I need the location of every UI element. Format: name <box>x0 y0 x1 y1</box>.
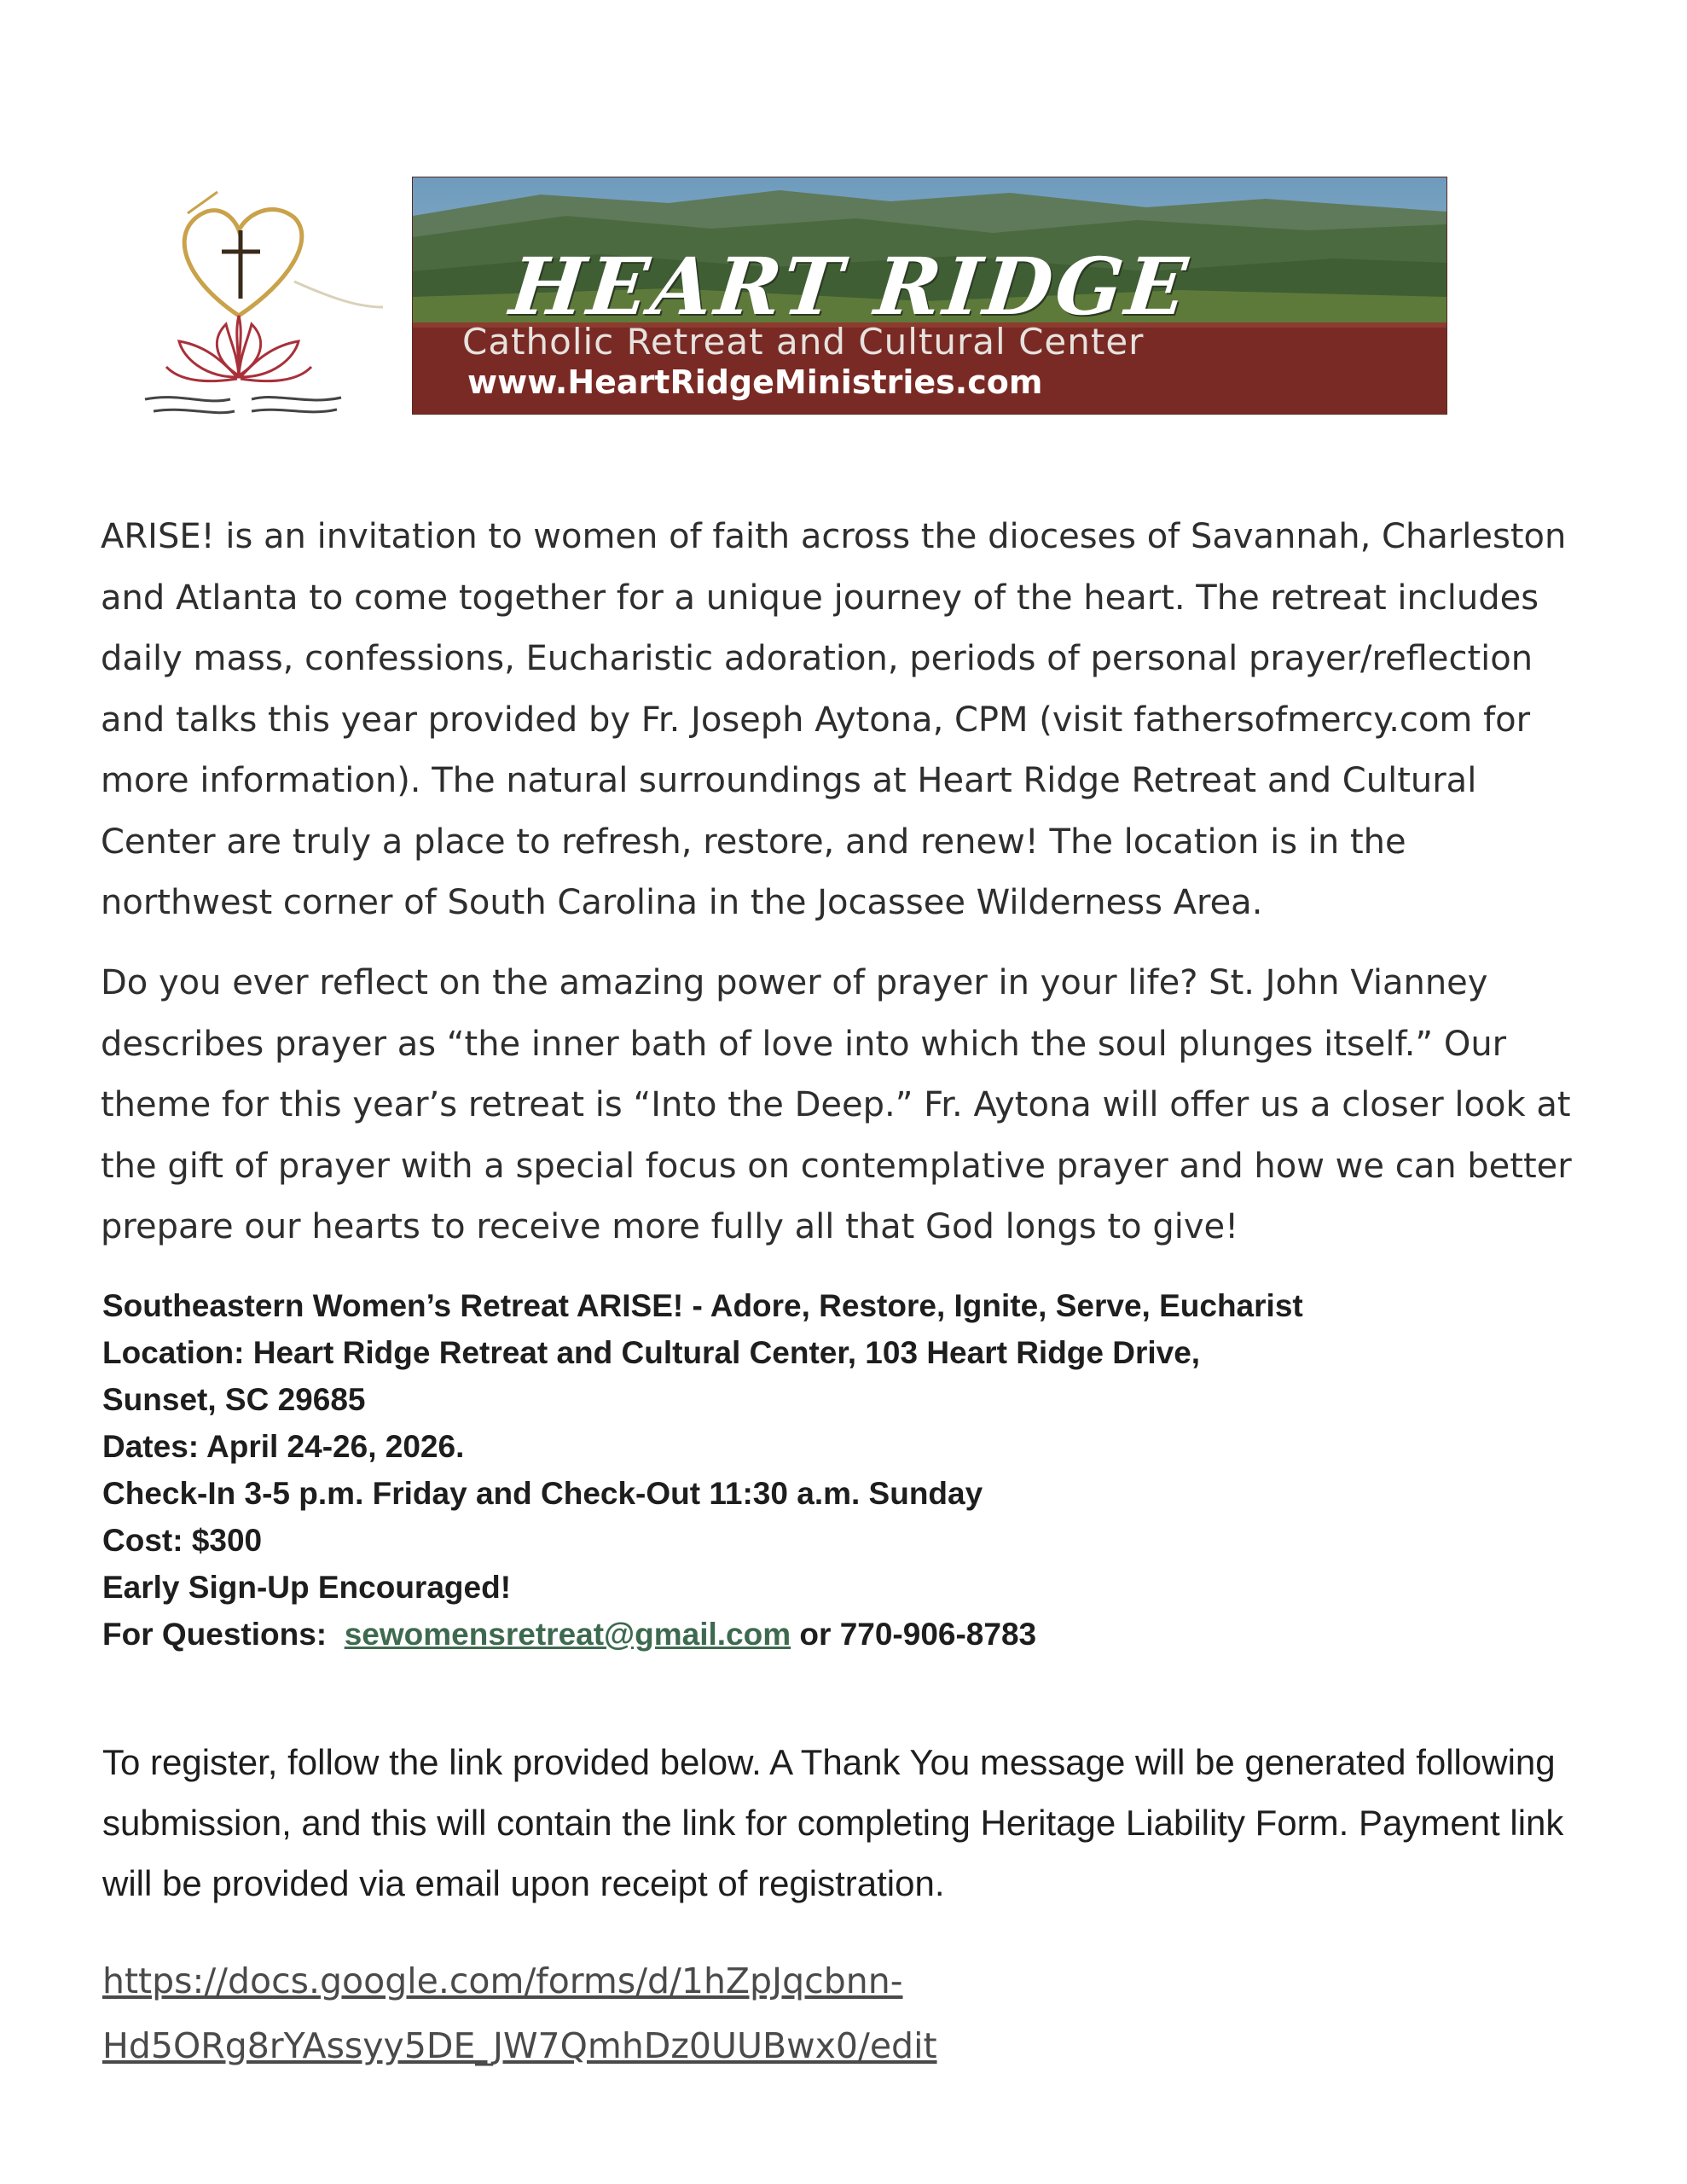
questions-label: For Questions: <box>102 1617 328 1652</box>
heart-ridge-logo <box>136 179 384 427</box>
questions-line <box>102 1611 1586 1658</box>
email-link[interactable]: sewomensretreat@gmail.com <box>344 1617 791 1652</box>
banner-title: HEART RIDGE <box>506 241 1195 333</box>
banner-website-url: www.HeartRidgeMinistries.com <box>467 363 1043 401</box>
location-line-2: Sunset, SC 29685 <box>102 1382 366 1417</box>
registration-form-link[interactable] <box>102 1949 1211 2078</box>
phone-number: or 770-906-8783 <box>799 1617 1037 1652</box>
register-paragraph: To register, follow the link provided below. A Thank You message will be generated following submission, and this will contain the link for completing Heritage Liability Form. Payment link will be provided via email upon receipt of registration. <box>102 1742 1564 1903</box>
form-link-line-2: Hd5ORg8rYAssyy5DE_JW7QmhDz0UUBwx0/edit <box>102 2025 937 2066</box>
heart-ridge-banner <box>412 177 1447 415</box>
retreat-cost: Cost: $300 <box>102 1523 263 1558</box>
intro-paragraph: ARISE! is an invitation to women of faith across the dioceses of Savannah, Charleston and Atlanta to come together for a unique journey of the heart. The retreat includes daily mass, confessions, Eucharistic adoration, periods of personal prayer/reflection and talks this year provided by Fr. Joseph Aytona, CPM (visit fathersofmercy.com for more information). The natural surroundings at Heart Ridge Retreat and Cultural Center are truly a place to refresh, restore, and renew! The location is in the northwest corner of South Carolina in the Jocassee Wilderness Area. <box>101 517 1567 922</box>
banner-subtitle: Catholic Retreat and Cultural Center <box>462 321 1145 363</box>
retreat-details <box>102 1282 1586 1658</box>
checkin-checkout: Check-In 3-5 p.m. Friday and Check-Out 11:30 a.m. Sunday <box>102 1476 983 1511</box>
retreat-name: Southeastern Women’s Retreat ARISE! - Adore, Restore, Ignite, Serve, Eucharist <box>102 1288 1303 1323</box>
early-signup: Early Sign-Up Encouraged! <box>102 1570 512 1605</box>
prayer-paragraph: Do you ever reflect on the amazing power of prayer in your life? St. John Vianney describes prayer as “the inner bath of love into which the soul plunges itself.” Our theme for this year’s retreat is “Into the Deep.” Fr. Aytona will offer us a closer look at the gift of prayer with a special focus on contemplative prayer and how we can better prepare our hearts to receive more fully all that God longs to give! <box>101 963 1572 1246</box>
location-line-1: Location: Heart Ridge Retreat and Cultural Center, 103 Heart Ridge Drive, <box>102 1335 1201 1370</box>
retreat-dates: Dates: April 24-26, 2026. <box>102 1429 465 1464</box>
form-link-line-1: https://docs.google.com/forms/d/1hZpJqcbnn- <box>102 1960 903 2001</box>
